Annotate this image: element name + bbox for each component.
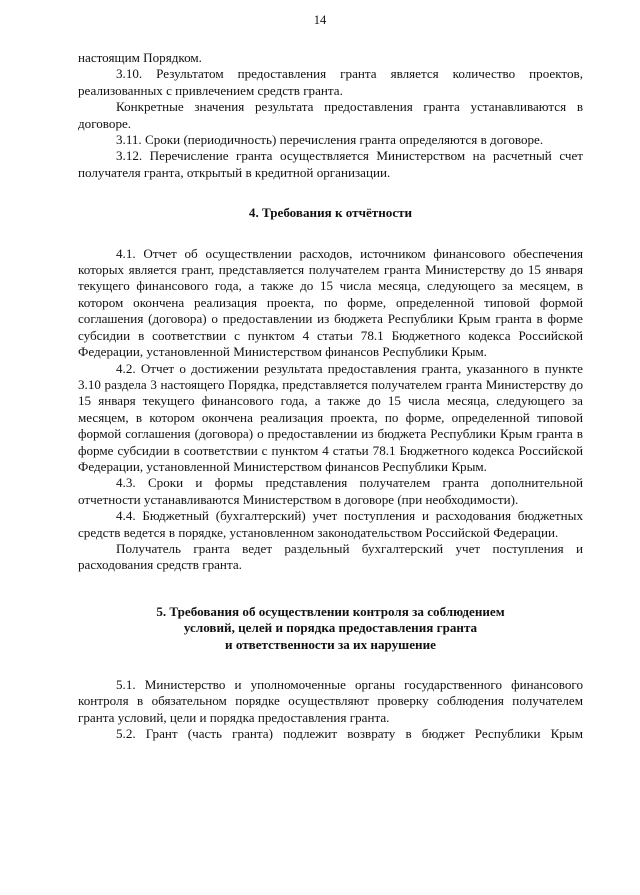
paragraph-4-1: 4.1. Отчет об осуществлении расходов, источником финансового обеспечения которых является грант, представляется получателем гранта Министерству до 15 января текущего финансового года, а также до 15 числа месяца, следующего за месяцем, в котором окончена реализация проекта, по форме, определенной типовой формой соглашения (договора) о предоставлении из бюджета Республики Крым гранта в форме субсидии в соответствии с пунктом 4 статьи 78.1 Бюджетного кодекса Российской Федерации, установленной Министерством финансов Республики Крым. <box>78 245 583 360</box>
section-5-heading-line: условий, целей и порядка предоставления гранта <box>183 620 478 636</box>
paragraph-continuation: настоящим Порядком. <box>78 50 202 65</box>
paragraph-separate-accounting: Получатель гранта ведет раздельный бухгалтерский учет поступления и расходования средств гранта. <box>78 540 583 573</box>
section-4-heading: 4. Требования к отчётности <box>248 205 413 221</box>
section-5-heading <box>78 604 583 653</box>
paragraph-4-4: 4.4. Бюджетный (бухгалтерский) учет поступления и расходования бюджетных средств ведется в порядке, установленном законодательством Российской Федерации. <box>78 508 583 540</box>
paragraph-3-12: 3.12. Перечисление гранта осуществляется Министерством на расчетный счет получателя гранта, открытый в кредитной организации. <box>78 148 583 180</box>
page-number: 14 <box>313 13 327 27</box>
paragraph-5-2: 5.2. Грант (часть гранта) подлежит возврату в бюджет Республики Крым <box>116 726 583 742</box>
section-5-heading-line: и ответственности за их нарушение <box>225 636 436 652</box>
paragraph-4-3: 4.3. Сроки и формы представления получателем гранта дополнительной отчетности устанавливаются Министерством в договоре (при необходимости). <box>78 475 583 507</box>
paragraph-5-1: 5.1. Министерство и уполномоченные органы государственного финансового контроля в обязательном порядке осуществляют проверку соблюдения получателем гранта условий, цели и порядка предоставления гранта. <box>78 677 583 725</box>
paragraph-3-11: 3.11. Сроки (периодичность) перечисления гранта определяются в договоре. <box>116 132 544 148</box>
paragraph-3-10: 3.10. Результатом предоставления гранта является количество проектов, реализованных с привлечением средств гранта. <box>78 66 583 98</box>
section-5-heading-line: 5. Требования об осуществлении контроля за соблюдением <box>156 603 505 619</box>
document-body <box>78 50 583 743</box>
paragraph-specific-values: Конкретные значения результата предоставления гранта устанавливаются в договоре. <box>78 99 583 131</box>
paragraph-4-2: 4.2. Отчет о достижении результата предоставления гранта, указанного в пункте 3.10 раздела 3 настоящего Порядка, представляется получателем гранта Министерству до 15 января текущего финансового года, а также до 15 числа месяца, следующего за месяцем, в котором окончена реализация проекта, по форме, определенной типовой формой соглашения (договора) о предоставлении из бюджета Республики Крым гранта в форме субсидии в соответствии с пунктом 4 статьи 78.1 Бюджетного кодекса Российской Федерации, установленной Министерством финансов Республики Крым. <box>78 360 583 474</box>
